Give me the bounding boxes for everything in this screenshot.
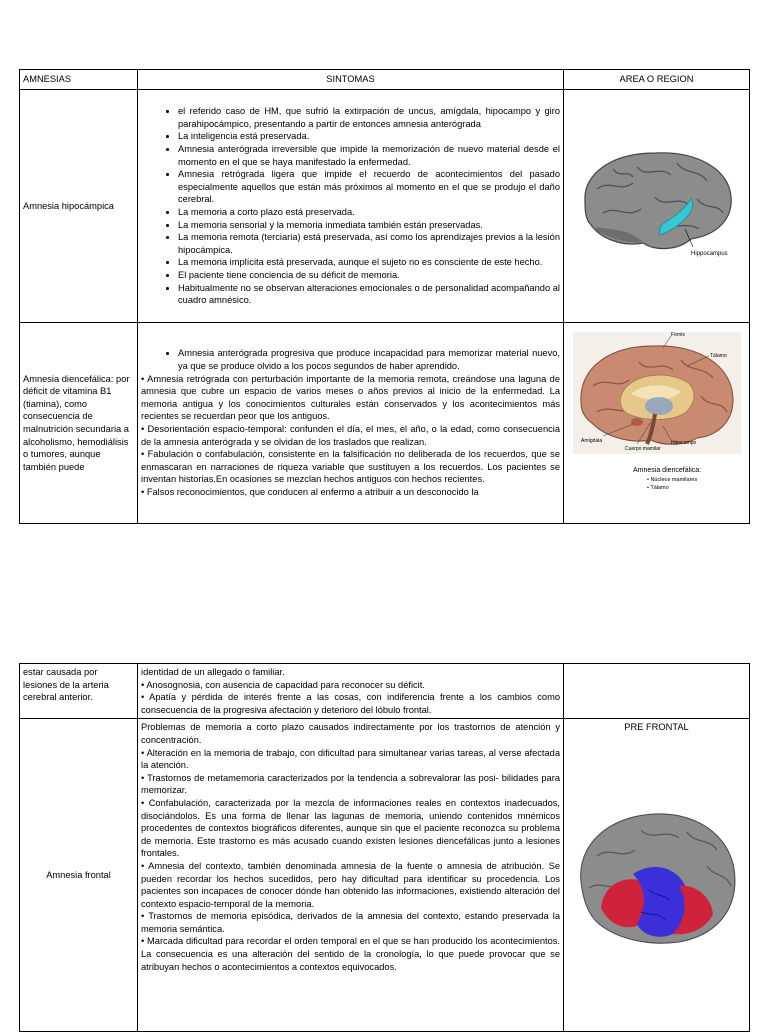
symptom-item: • el referido caso de HM, que sufrió la extirpación de uncus, amígdala, hipocampo y giro parahipocámpico, presentando a partir de entonces amnesia anterógrada [178,105,560,130]
amnesia-name: estar causada por lesiones de la arteria cerebral anterior. [20,664,138,719]
symptom-paragraph: • Fabulación o confabulación, consistente en la falsificación no deliberada de los recuerdos, que se enmascaran en narraciones de riqueza variable que sustituyen a los recuerdos. Los pacientes se inventan historias.En ocasiones se mezclan hechos antiguos con hechos recientes. [141,449,560,485]
symptom-paragraph: • Falsos reconocimientos, que conducen al enfermo a atribuir a un desconocido la [141,486,479,497]
symptom-item: • El paciente tiene conciencia de su déficit de memoria. [178,269,560,282]
symptoms-cell [138,719,564,1032]
region-cell [564,719,750,1032]
amnesia-name: Amnesia diencefálica: por déficit de vitamina B1 (tiamina), como consecuencia de malnutrición secundaria a alcoholismo, hemodiálisis o tumores, aunque también puede [20,323,138,524]
symptom-paragraph: • Trastornos de metamemoria caracterizados por la tendencia a sobrevalorar las posi- bilidades para memorizar. [141,772,560,796]
symptom-paragraph: • Amnesia retrógrada con perturbación importante de la memoria remota, creándose una laguna de amnesia que cubre un espacio de varios meses o años previos al inicio de la enfermedad. La memoria antigua y los conocimientos culturales están conservados y los acontecimientos más recientes se recuerdan peor que los antiguos. [141,373,560,422]
amnesia-name: Amnesia hipocámpica [20,90,138,323]
region-cell-empty [564,664,750,719]
symptom-item: • La memoria a corto plazo está preservada. [178,206,560,219]
symptom-item: • Amnesia anterógrada progresiva que produce incapacidad para memorizar material nuevo, ya que se produce olvido a los pocos segundos de haber aprendido. [178,347,560,372]
header-amnesias: AMNESIAS [20,70,138,90]
symptom-paragraph: • Confabulación, caracterizada por la mezcla de informaciones reales en contextos inadecuados, disociándolos. Es una forma de llenar las lagunas de memoria, uniendo contenidos mnémicos procedentes de contextos biográficos diferentes, aunque sin que el paciente reconozca su problema de memoria. Este trastorno es más acusado cuando existen lesiones diencefálicas junto a lesiones frontales. [141,797,560,859]
hippocampus-label: Hippocampus [690,251,728,258]
region-image-cell [564,323,750,524]
symptoms-cell [138,90,564,323]
symptom-list [141,105,560,307]
symptom-item: • Amnesia anterógrada irreversible que impide la memorización de nuevo material desde el momento en el que se haya manifestado la enfermedad. [178,143,560,168]
amnesia-table [19,69,750,524]
symptom-item: • Habitualmente no se observan alteraciones emocionales o de personalidad acompañando al cuadro amnésico. [178,282,560,307]
diencephalic-caption: Amnesia diencefálica: [632,467,701,475]
symptom-paragraph: • Amnesia del contexto, también denominada amnesia de la fuente o amnesia de atribución. Se pueden recordar los hechos sucedidos, pero hay dificultad para identificar su procedencia. Los pacientes son incapaces de conocer dónde han obtenido las informaciones, existiendo alteración del contexto espacio-temporal de la memoria. [141,860,560,909]
cuerpo-mamilar-label: Cuerpo mamilar [624,446,661,453]
talamo-label: Tálamo [709,353,727,360]
symptom-paragraph: Problemas de memoria a corto plazo causados indirectamente por los trastornos de atención y concentración. [141,722,560,745]
symptoms-cell [138,323,564,524]
amnesia-name: Amnesia frontal [20,719,138,1032]
symptom-paragraph: • Alteración en la memoria de trabajo, con dificultad para simultanear varias tareas, al verse afectada la atención. [141,747,560,771]
hippocampus-brain-image [567,139,747,269]
amigdala-label: Amígdala [580,438,602,445]
symptom-list [141,347,560,372]
header-sintomas: SINTOMAS [138,70,564,90]
symptom-paragraph: • Anosognosia, con ausencia de capacidad para reconocer su déficit. [141,679,425,690]
table-header-row [20,70,750,90]
symptom-paragraph: • Desorientación espacio-temporal: confunden el día, el mes, el año, o la edad, como consecuencia de la amnesia anterógrada y se olvidan de los traslados que realizan. [141,424,560,447]
hipocampo-label: Hipocampo [670,440,696,447]
caption-item-talamo: • Tálamo [646,485,669,492]
table-row [20,664,750,719]
symptom-item: • La memoria implícita está preservada, aunque el sujeto no es consciente de este hecho. [178,256,560,269]
symptom-paragraph: • Trastornos de memoria episódica, derivados de la amnesia del contexto, estando preservada la memoria semántica. [141,911,560,934]
symptom-item: • La inteligencia está preservada. [178,130,560,143]
symptoms-cell [138,664,564,719]
symptom-item: • La memoria remota (terciaria) está preservada, así como los aprendizajes previos a la lesión hipocámpica. [178,231,560,256]
table-row [20,719,750,1032]
symptom-item: • La memoria sensorial y la memoria inmediata también están preservadas. [178,219,560,232]
header-area: AREA O REGION [564,70,750,90]
caption-item-nucleos: • Núcleos mamilares [646,477,697,484]
diencephalon-brain-image [567,326,747,516]
symptom-item: • Amnesia retrógrada ligera que impide el recuerdo de acontecimientos del pasado especialmente aquellos que están más próximos al momento en el que se produjo el daño cerebral. [178,168,560,206]
region-label: PRE FRONTAL [624,722,689,733]
symptom-paragraph: • Apatía y pérdida de interés frente a las cosas, con indiferencia frente a los cambios como consecuencia de la progresiva afectación y deterioro del lóbulo frontal. [141,692,560,715]
region-image-cell [564,90,750,323]
table-row [20,90,750,323]
prefrontal-brain-image [567,796,747,956]
fornix-label: Fórnix [670,332,685,339]
table-row [20,323,750,524]
amnesia-table-continued [19,663,750,1032]
symptom-paragraph: • Marcada dificultad para recordar el orden temporal en el que se han producido los acontecimientos. La consecuencia es una alteración del sentido de la cronología, lo que puede provocar que se atribuyan hechos o acontecimientos a contextos equivocados. [141,936,560,972]
symptom-paragraph: identidad de un allegado o familiar. [141,667,285,677]
